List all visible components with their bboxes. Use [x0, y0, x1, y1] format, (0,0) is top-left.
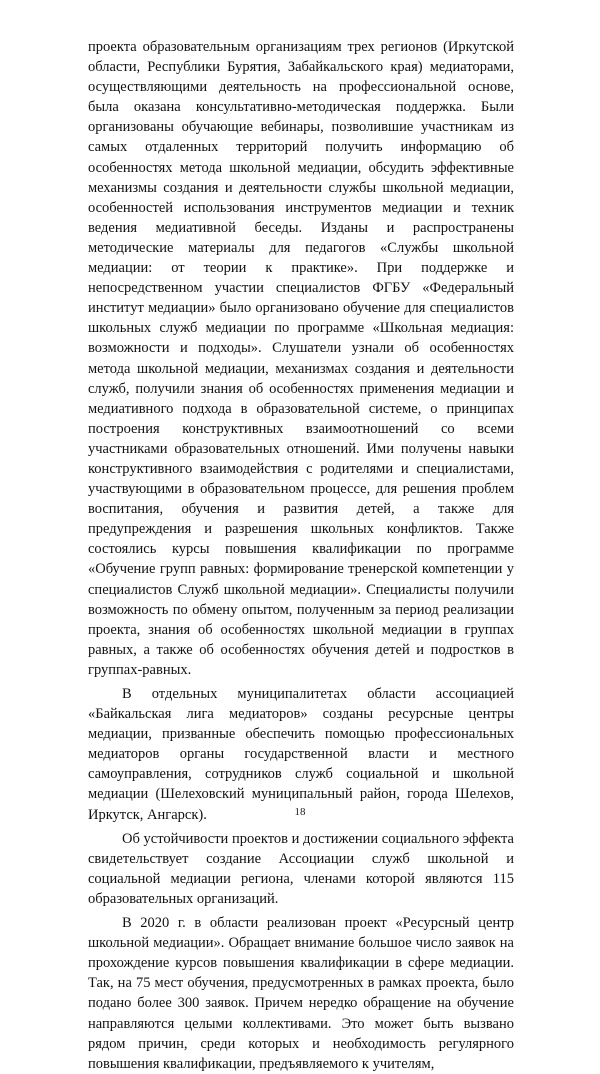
paragraph-resource-center-project: В 2020 г. в области реализован проект «Ресурсный центр школьной медиации». Обращает внимание большое число заявок на прохождение курсов повышения квалификации в сфере медиации. Так, на 75 мест обучения, предусмотренных в рамках проекта, было подано более 300 заявок. Причем нередко обращение на обучение направляются целыми коллективами. Это может быть вызвано рядом причин, среди которых и необходимость регулярного повышения квалификации, предъявляемого к учителям,: [88, 915, 514, 1072]
paragraph-resource-centers: В отдельных муниципалитетах области ассоциацией «Байкальская лига медиаторов» созданы ресурсные центры медиации, призванные обеспечить помощью профессиональных медиаторов органы государственной власти и местного самоуправления, сотрудников служб социальной и школьной медиации (Шелеховский муниципальный район, города Шелехов, Иркутск, Ангарск).: [88, 686, 514, 823]
paragraph-continuation: проекта образовательным организациям трех регионов (Иркутской области, Республики Бурятия, Забайкальского края) медиаторами, осуществляющими деятельность на профессиональной основе, была оказана консультативно-методическая поддержка. Были организованы обучающие вебинары, позволившие участникам из самых отдаленных территорий получить информацию об особенностях метода школьной медиации, обсудить эффективные механизмы создания и деятельности службы школьной медиации, особенностей использования инструментов медиации и техник ведения медиативной беседы. Изданы и распространены методические материалы для педагогов «Службы школьной медиации: от теории к практике». При поддержке и непосредственном участии специалистов ФГБУ «Федеральный институт медиации» было организовано обучение для специалистов школьных служб медиации по программе «Школьная медиация: возможности и подходы». Слушатели узнали об особенностях метода школьной медиации, механизмах создания и деятельности служб, получили знания об особенностях применения медиации и медиативного подхода в образовательной системе, о принципах построения конструктивных взаимоотношений со всеми участниками образовательных отношений. Ими получены навыки конструктивного взаимодействия с родителями и специалистами, участвующими в образовательном процессе, для решения проблем воспитания, обучения и развития детей, а также для предупреждения и разрешения школьных конфликтов. Также состоялись курсы повышения квалификации по программе «Обучение групп равных: формирование тренерской компетенции у специалистов Служб школьной медиации». Специалисты получили возможность по обмену опытом, полученным за период реализации проекта, знания об особенностях школьной медиации в группах равных, а также об особенностях обучения детей и подростков в группах-равных.: [88, 39, 514, 678]
page-number: 18: [294, 806, 306, 818]
paragraph-association: Об устойчивости проектов и достижении социального эффекта свидетельствует создание Ассоциации служб школьной и социальной медиации региона, членами которой являются 115 образовательных организаций.: [88, 830, 514, 907]
body-text: [88, 37, 514, 1074]
